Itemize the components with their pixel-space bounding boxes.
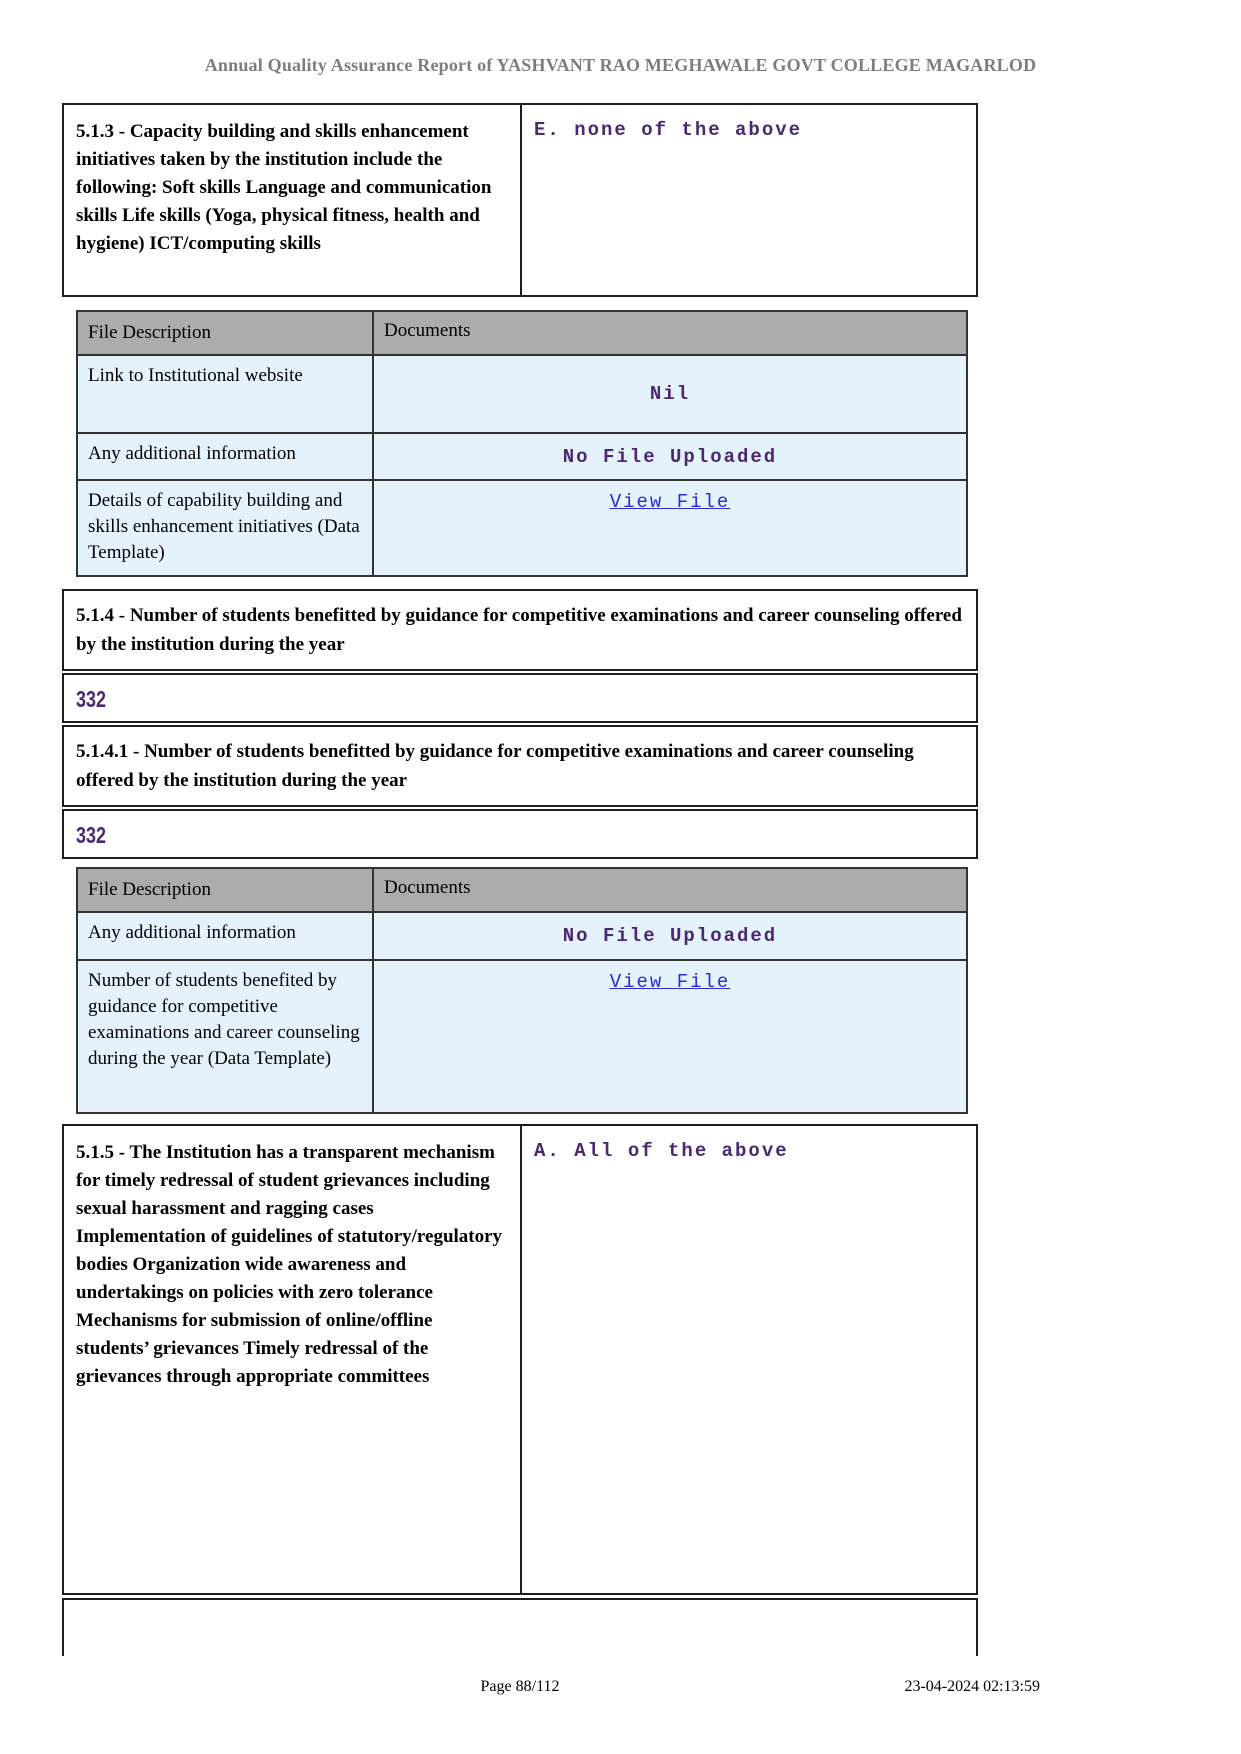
no-file-uploaded-value: No File Uploaded bbox=[562, 445, 778, 468]
nil-value: Nil bbox=[649, 383, 691, 405]
table-row bbox=[78, 354, 966, 432]
question-5-1-4-1-text: 5.1.4.1 - Number of students benefitted by guidance for competitive examinations and career counseling offered by the institution during the year bbox=[62, 725, 978, 807]
answer-value: 332 bbox=[76, 822, 106, 848]
question-5-1-3-table bbox=[62, 103, 978, 297]
file-row-label: Details of capability building and skills enhancement initiatives (Data Template) bbox=[78, 481, 374, 575]
table-row bbox=[78, 959, 966, 1112]
table-row bbox=[78, 432, 966, 479]
question-5-1-3-answer: E. none of the above bbox=[534, 119, 803, 141]
file-row-label: Any additional information bbox=[78, 434, 374, 479]
view-file-link[interactable]: View File bbox=[609, 491, 731, 513]
file-row-label: Any additional information bbox=[78, 913, 374, 959]
page-content bbox=[62, 103, 978, 1656]
file-row-label: Link to Institutional website bbox=[78, 356, 374, 432]
table-header-row bbox=[78, 312, 966, 354]
report-timestamp: 23-04-2024 02:13:59 bbox=[904, 1678, 1040, 1695]
question-5-1-5-answer: A. All of the above bbox=[534, 1140, 789, 1162]
file-description-table-2 bbox=[76, 867, 968, 1114]
question-5-1-3-text: 5.1.3 - Capacity building and skills enhancement initiatives taken by the institution include the following: Soft skills Language and communication skills Life skills (Yoga, physical fitness, health and hygiene) ICT/computing skills bbox=[64, 105, 522, 295]
empty-continuation-box bbox=[62, 1598, 978, 1656]
question-5-1-5-table bbox=[62, 1124, 978, 1595]
file-row-value bbox=[374, 961, 966, 1112]
col-header-documents: Documents bbox=[384, 320, 471, 341]
file-row-value bbox=[374, 481, 966, 575]
question-5-1-4-text: 5.1.4 - Number of students benefitted by guidance for competitive examinations and career counseling offered by the institution during the year bbox=[62, 589, 978, 671]
question-5-1-5-text: 5.1.5 - The Institution has a transparent mechanism for timely redressal of student grievances including sexual harassment and ragging cases Implementation of guidelines of statutory/regulatory bodies Organization wide awareness and undertakings on policies with zero tolerance Mechanisms for submission of online/offline students’ grievances Timely redressal of the grievances through appropriate committees bbox=[64, 1126, 522, 1593]
question-5-1-4-answer-box bbox=[62, 673, 978, 723]
view-file-link[interactable]: View File bbox=[609, 971, 731, 993]
col-header-documents: Documents bbox=[384, 877, 471, 898]
no-file-uploaded-value: No File Uploaded bbox=[562, 925, 778, 947]
file-row-value bbox=[374, 434, 966, 479]
page-number: Page 88/112 bbox=[480, 1678, 560, 1695]
table-row bbox=[78, 911, 966, 959]
col-header-file-description: File Description bbox=[78, 312, 374, 354]
file-row-value bbox=[374, 913, 966, 959]
file-description-table-1 bbox=[76, 310, 968, 577]
file-row-value bbox=[374, 356, 966, 432]
answer-value: 332 bbox=[76, 686, 106, 712]
table-header-row bbox=[78, 869, 966, 911]
col-header-file-description: File Description bbox=[78, 869, 374, 911]
report-title: Annual Quality Assurance Report of YASHVANT RAO MEGHAWALE GOVT COLLEGE MAGARLOD bbox=[204, 55, 1037, 75]
file-row-label: Number of students benefited by guidance for competitive examinations and career counseling during the year (Data Template) bbox=[78, 961, 374, 1112]
table-row bbox=[78, 479, 966, 575]
question-5-1-4-1-answer-box bbox=[62, 809, 978, 859]
